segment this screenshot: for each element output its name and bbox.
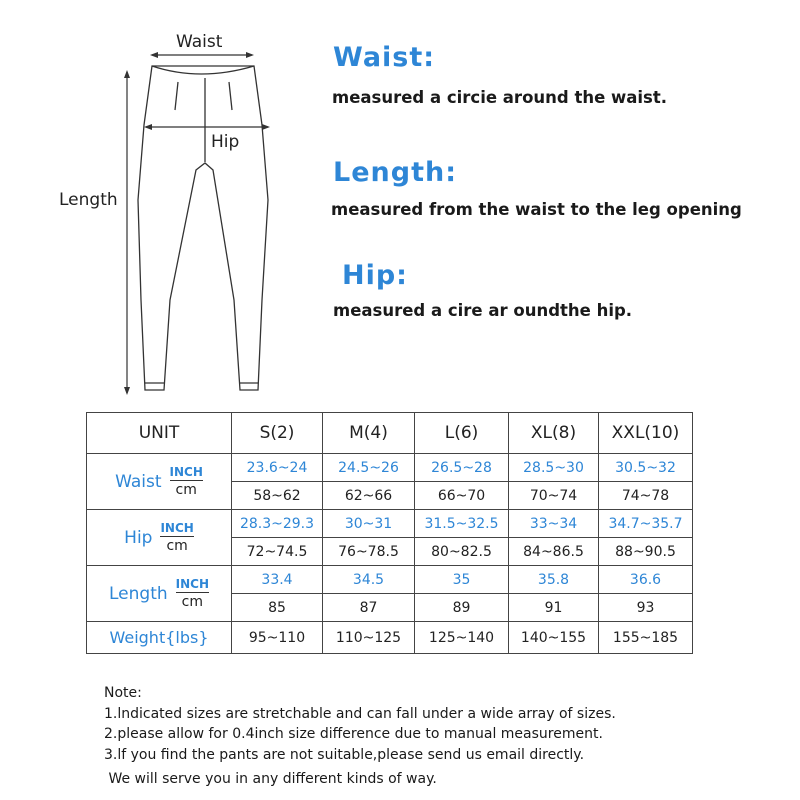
table-cell: 28.5~30 — [509, 454, 599, 482]
table-row-weight — [87, 622, 693, 654]
table-cell: 110~125 — [323, 622, 415, 654]
length-diagram-label: Length — [59, 190, 118, 210]
table-cell: 24.5~26 — [323, 454, 415, 482]
table-cell: 35 — [415, 566, 509, 594]
table-cell: 36.6 — [599, 566, 693, 594]
table-cell: 66~70 — [415, 482, 509, 510]
unit-inch-label: INCH — [175, 577, 209, 591]
unit-fraction — [170, 466, 203, 497]
notes-title: Note: — [104, 685, 142, 701]
table-cell: 74~78 — [599, 482, 693, 510]
table-cell: 89 — [415, 594, 509, 622]
waist-row-label: Waist — [115, 471, 162, 492]
table-cell: 88~90.5 — [599, 538, 693, 566]
size-header: M(4) — [323, 413, 415, 454]
table-cell: 85 — [232, 594, 323, 622]
unit-cm-label: cm — [175, 482, 197, 498]
table-cell: 80~82.5 — [415, 538, 509, 566]
note-line: 1.lndicated sizes are stretchable and can fall under a wide array of sizes. — [104, 705, 616, 722]
notes-section — [104, 683, 616, 790]
table-cell: 33~34 — [509, 510, 599, 538]
table-cell: 23.6~24 — [232, 454, 323, 482]
pants-outline — [138, 66, 268, 390]
unit-fraction — [176, 578, 209, 609]
table-cell: 93 — [599, 594, 693, 622]
table-cell: 155~185 — [599, 622, 693, 654]
unit-header: UNIT — [87, 413, 232, 454]
hip-diagram-label: Hip — [211, 132, 240, 152]
length-description: measured from the waist to the leg opening — [331, 200, 742, 219]
table-cell: 35.8 — [509, 566, 599, 594]
table-cell: 87 — [323, 594, 415, 622]
table-cell: 26.5~28 — [415, 454, 509, 482]
table-cell: 140~155 — [509, 622, 599, 654]
row-label-length — [87, 566, 232, 622]
unit-cm-label: cm — [181, 594, 203, 610]
note-line: 2.please allow for 0.4inch size difference due to manual measurement. — [104, 726, 603, 742]
size-header: XL(8) — [509, 413, 599, 454]
table-cell: 31.5~32.5 — [415, 510, 509, 538]
unit-cm-label: cm — [166, 538, 188, 554]
table-header-row — [87, 413, 693, 454]
waist-heading: Waist: — [333, 42, 436, 73]
unit-fraction — [160, 522, 193, 553]
table-cell: 91 — [509, 594, 599, 622]
table-cell: 30.5~32 — [599, 454, 693, 482]
table-cell: 72~74.5 — [232, 538, 323, 566]
length-row-label: Length — [109, 583, 168, 604]
size-header: L(6) — [415, 413, 509, 454]
unit-inch-label: INCH — [169, 465, 203, 479]
table-cell: 58~62 — [232, 482, 323, 510]
table-row-waist-inch — [87, 454, 693, 482]
size-chart-table — [86, 412, 693, 654]
size-header: S(2) — [232, 413, 323, 454]
hip-row-label: Hip — [124, 527, 153, 548]
hip-heading: Hip: — [342, 260, 408, 291]
table-cell: 62~66 — [323, 482, 415, 510]
waist-diagram-label: Waist — [176, 32, 223, 52]
table-cell: 30~31 — [323, 510, 415, 538]
table-cell: 84~86.5 — [509, 538, 599, 566]
pants-diagram — [0, 0, 320, 400]
table-cell: 34.7~35.7 — [599, 510, 693, 538]
table-cell: 125~140 — [415, 622, 509, 654]
unit-inch-label: INCH — [160, 521, 194, 535]
table-cell: 76~78.5 — [323, 538, 415, 566]
table-cell: 34.5 — [323, 566, 415, 594]
note-line: 3.lf you find the pants are not suitable,please send us email directly. — [104, 746, 585, 763]
table-cell: 95~110 — [232, 622, 323, 654]
table-cell: 33.4 — [232, 566, 323, 594]
row-label-waist — [87, 454, 232, 510]
table-row-hip-inch — [87, 510, 693, 538]
hip-description: measured a cire ar oundthe hip. — [333, 301, 633, 320]
length-heading: Length: — [333, 157, 457, 188]
weight-row-label: Weight{lbs} — [87, 622, 232, 654]
table-row-length-inch — [87, 566, 693, 594]
size-header: XXL(10) — [599, 413, 693, 454]
waist-description: measured a circie around the waist. — [332, 88, 668, 107]
table-cell: 28.3~29.3 — [232, 510, 323, 538]
table-cell: 70~74 — [509, 482, 599, 510]
note-line: We will serve you in any different kinds of way. — [104, 771, 437, 787]
row-label-hip — [87, 510, 232, 566]
